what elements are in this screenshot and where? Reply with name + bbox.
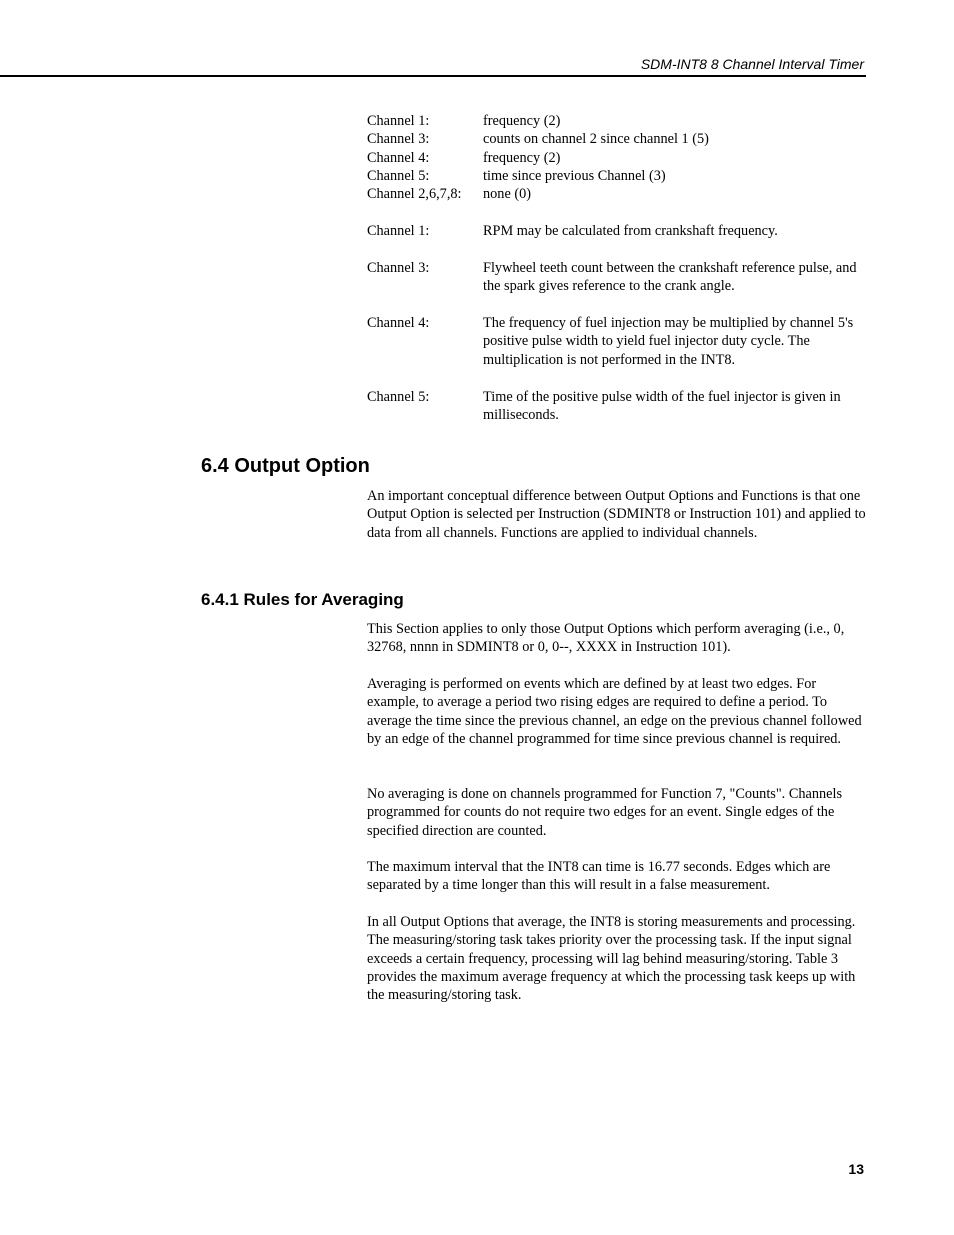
header-rule [0, 75, 866, 77]
channel-note-label: Channel 5: [367, 389, 430, 405]
channel-row [367, 149, 867, 167]
channel-row [367, 112, 867, 130]
channel-label: Channel 5: [367, 167, 430, 184]
channel-note [367, 259, 867, 296]
channel-note-text: Flywheel teeth count between the crankshaft reference pulse, and the spark gives reference to the crank angle. [483, 260, 857, 295]
channel-note-label: Channel 3: [367, 260, 430, 276]
channel-label: Channel 4: [367, 149, 430, 166]
body-paragraph: No averaging is done on channels programmed for Function 7, "Counts". Channels programmed for counts do not require two edges for an event. Single edges of the specified direction are counted. [367, 786, 843, 839]
channel-label: Channel 3: [367, 131, 430, 148]
channel-note-text: Time of the positive pulse width of the fuel injector is given in milliseconds. [483, 389, 841, 424]
section-heading: 6.4 Output Option [201, 455, 370, 477]
page-number: 13 [848, 1161, 864, 1177]
body-paragraph: This Section applies to only those Output Options which perform averaging (i.e., 0, 32768, nnnn in SDMINT8 or 0, 0--, XXXX in Instruction 101). [367, 621, 845, 656]
channel-note-text: RPM may be calculated from crankshaft frequency. [483, 223, 778, 239]
channel-label: Channel 1: [367, 113, 430, 129]
channel-assignment-list [367, 112, 867, 203]
page-header-title: SDM-INT8 8 Channel Interval Timer [640, 56, 864, 72]
channel-note-label: Channel 1: [367, 223, 430, 239]
subsection-heading: 6.4.1 Rules for Averaging [201, 590, 404, 609]
channel-function: time since previous Channel (3) [483, 167, 666, 184]
channel-note-label: Channel 4: [367, 315, 430, 331]
body-paragraph: Averaging is performed on events which are defined by at least two edges. For example, to average a period two rising edges are required to define a period. To average the time since the previous channel, an edge on the previous channel followed by an edge of the channel programmed for time since previous channel is required. [367, 676, 862, 747]
channel-note-text: The frequency of fuel injection may be multiplied by channel 5's positive pulse width to yield fuel injector duty cycle. The multiplication is not performed in the INT8. [483, 315, 854, 368]
channel-function: frequency (2) [483, 113, 561, 129]
channel-note [367, 388, 867, 425]
channel-function: frequency (2) [483, 149, 561, 166]
channel-row [367, 167, 867, 185]
channel-function: none (0) [483, 186, 532, 203]
channel-note [367, 314, 867, 369]
section-intro-paragraph: An important conceptual difference between Output Options and Functions is that one Output Option is selected per Instruction (SDMINT8 or Instruction 101) and applied to data from all channels. Functions are applied to individual channels. [367, 488, 866, 541]
body-paragraph: In all Output Options that average, the INT8 is storing measurements and processing. The measuring/storing task takes priority over the processing task. If the input signal exceeds a certain frequency, processing will lag behind measuring/storing. Table 3 provides the maximum average frequency at which the processing task keeps up with the measuring/storing task. [367, 914, 856, 1004]
body-paragraph: The maximum interval that the INT8 can time is 16.77 seconds. Edges which are separated by a time longer than this will result in a false measurement. [367, 859, 831, 894]
channel-note [367, 222, 867, 240]
channel-row [367, 130, 867, 148]
channel-row [367, 185, 867, 203]
channel-label: Channel 2,6,7,8: [367, 186, 462, 203]
channel-function: counts on channel 2 since channel 1 (5) [483, 131, 709, 148]
